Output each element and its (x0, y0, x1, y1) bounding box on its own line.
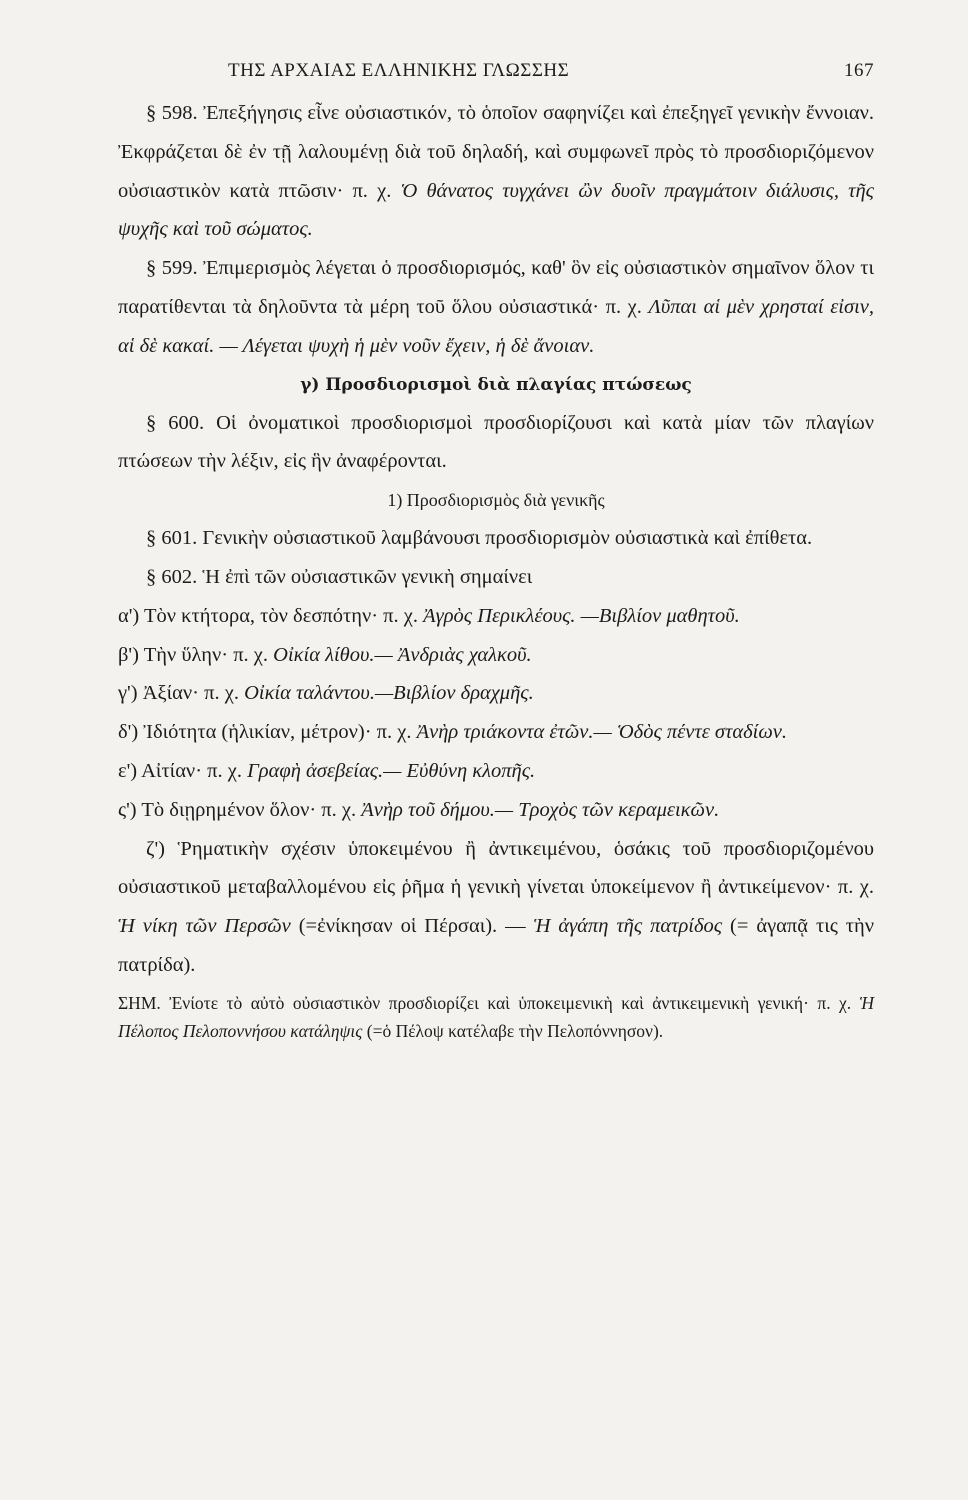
list-item-stigma-text: ς') Τὸ διῃρημένον ὅλον· π. χ. (118, 798, 362, 821)
list-item-stigma (118, 791, 874, 830)
list-item-alpha (118, 597, 874, 636)
list-item-epsilon (118, 752, 874, 791)
paragraph-598-example: Ὁ θάνατος τυγχάνει ὢν δυοῖν πραγμάτοιν διάλυσις, τῆς ψυχῆς καὶ τοῦ σώματος. (118, 179, 874, 241)
paragraph-599-text: § 599. Ἐπιμερισμὸς λέγεται ὁ προσδιορισμός, καθ' ὃν εἰς οὐσιαστικὸν σημαῖνον ὅλον τι παρατίθενται τὰ δηλοῦντα τὰ μέρη τοῦ ὅλου οὐσιαστικά· π. χ. (118, 257, 874, 318)
list-item-epsilon-example: Γραφὴ ἀσεβείας.— Εὐθύνη κλοπῆς. (247, 759, 536, 782)
paragraph-601: § 601. Γενικὴν οὐσιαστικοῦ λαμβάνουσι προσδιορισμὸν οὐσιαστικὰ καὶ ἐπίθετα. (146, 527, 813, 550)
list-item-epsilon-text: ε') Αἰτίαν· π. χ. (118, 759, 248, 782)
list-item-stigma-example: Ἀνὴρ τοῦ δήμου.— Τροχὸς τῶν κεραμεικῶν. (361, 798, 720, 821)
list-item-gamma-example: Οἰκία ταλάντου.—Βιβλίον δραχμῆς. (244, 682, 534, 705)
footnote-remark (118, 989, 874, 1045)
paragraph-599-example: Λῦπαι αἱ μὲν χρησταί εἰσιν, αἱ δὲ κακαί. — Λέγεται ψυχὴ ἡ μὲν νοῦν ἔχειν, ἡ δὲ ἄνοιαν. (118, 295, 874, 357)
list-item-delta-example: Ἀνὴρ τριάκοντα ἐτῶν.— Ὁδὸς πέντε σταδίων. (416, 721, 788, 744)
list-item-zeta-example-2: Ἡ ἀγάπη τῆς πατρίδος (533, 915, 723, 938)
list-item-zeta-text: ζ') Ῥηματικὴν σχέσιν ὑποκειμένου ἢ ἀντικειμένου, ὁσάκις τοῦ προσδιοριζομένου οὐσιαστικοῦ μεταβαλλομένου εἰς ῥῆμα ἡ γενικὴ γίνεται ὑποκείμενον ἢ ἀντικείμενον· π. χ. (118, 837, 874, 899)
paragraph-599 (118, 249, 874, 365)
list-item-delta-text: δ') Ἰδιότητα (ἡλικίαν, μέτρον)· π. χ. (118, 721, 417, 744)
list-item-beta (118, 636, 874, 675)
footnote-remark-text: ΣΗΜ. Ἐνίοτε τὸ αὐτὸ οὐσιαστικὸν προσδιορίζει καὶ ὑποκειμενικὴ καὶ ἀντικειμενικὴ γενική· π. χ. (118, 992, 860, 1013)
running-head (118, 60, 874, 94)
list-item-zeta (118, 830, 874, 985)
footnote-remark-example: Ἡ Πέλοπος Πελοποννήσου κατάληψις (118, 992, 874, 1041)
section-heading-gamma: γ) Προσδιορισμοὶ διὰ πλαγίας πτώσεως (300, 374, 692, 395)
paragraph-598-text: § 598. Ἐπεξήγησις εἶνε οὐσιαστικόν, τὸ ὁποῖον σαφηνίζει καὶ ἐπεξηγεῖ γενικὴν ἔννοιαν. Ἐκφράζεται δὲ ἐν τῇ λαλουμένῃ διὰ τοῦ δηλαδή, καὶ συμφωνεῖ πρὸς τὸ προσδιοριζόμενον οὐσιαστικὸν κατὰ πτῶσιν· π. χ. (118, 102, 874, 202)
list-item-beta-example: Οἰκία λίθου.— Ἀνδριὰς χαλκοῦ. (273, 643, 532, 666)
list-item-alpha-example: Ἀγρὸς Περικλέους. —Βιβλίον μαθητοῦ. (423, 604, 740, 627)
subsection-heading-1: 1) Προσδιορισμὸς διὰ γενικῆς (387, 490, 605, 511)
page-number: 167 (844, 60, 874, 81)
list-item-alpha-text: α') Τὸν κτήτορα, τὸν δεσπότην· π. χ. (118, 604, 424, 627)
list-item-gamma (118, 674, 874, 713)
list-item-delta (118, 713, 874, 752)
list-item-zeta-gloss-2: (= ἀγαπᾷ τις τὴν πατρίδα). (118, 915, 874, 976)
paragraph-598 (118, 94, 874, 249)
list-item-zeta-gloss-1: (=ἐνίκησαν οἱ Πέρσαι). — (290, 915, 534, 938)
footnote-remark-gloss: (=ὁ Πέλοψ κατέλαβε τὴν Πελοπόννησον). (362, 1020, 664, 1041)
list-item-beta-text: β') Τὴν ὕλην· π. χ. (118, 643, 274, 666)
book-page (118, 60, 874, 1045)
running-title: ΤΗΣ ΑΡΧΑΙΑΣ ΕΛΛΗΝΙΚΗΣ ΓΛΩΣΣΗΣ (228, 60, 570, 81)
paragraph-602: § 602. Ἡ ἐπὶ τῶν οὐσιαστικῶν γενικὴ σημαίνει (146, 565, 533, 588)
list-item-gamma-text: γ') Ἀξίαν· π. χ. (118, 682, 245, 705)
list-item-zeta-example-1: Ἡ νίκη τῶν Περσῶν (118, 915, 291, 938)
paragraph-600: § 600. Οἱ ὀνοματικοὶ προσδιορισμοὶ προσδιορίζουσι καὶ κατὰ μίαν τῶν πλαγίων πτώσεων τὴν λέξιν, εἰς ἣν ἀναφέρονται. (118, 411, 874, 473)
